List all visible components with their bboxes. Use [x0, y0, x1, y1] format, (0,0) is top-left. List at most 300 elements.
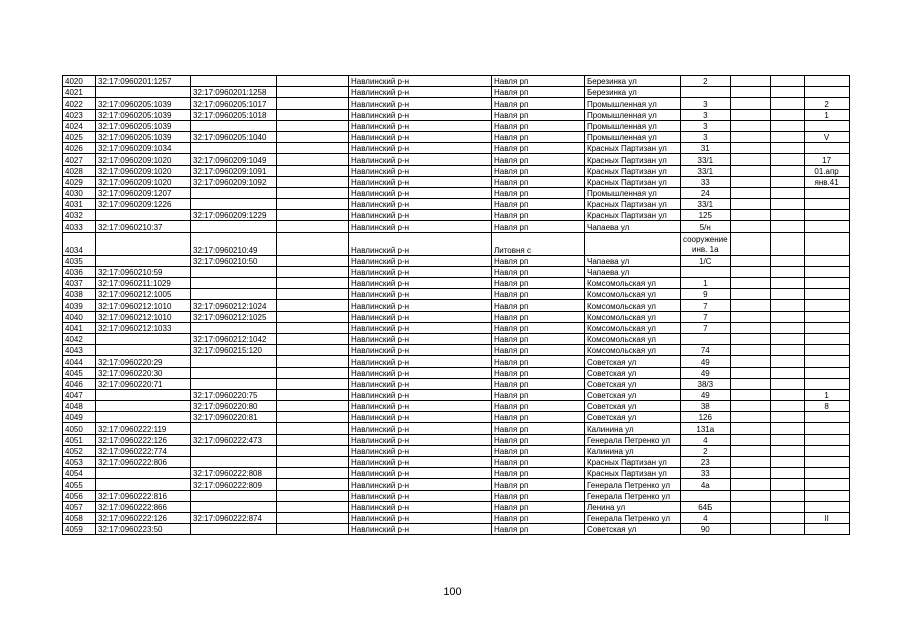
cell-street: Березинка ул — [585, 87, 681, 98]
cell-cadastral-number: 32:17:0960205:1039 — [96, 98, 191, 109]
cell-extra-1 — [730, 143, 770, 154]
table-row — [63, 278, 850, 289]
cell-extra-2 — [770, 300, 804, 311]
cell-street: Красных Партизан ул — [585, 143, 681, 154]
cell-sub-cadastral-number — [191, 143, 277, 154]
cell-sub-cadastral-number — [191, 266, 277, 277]
cell-street: Чапаева ул — [585, 221, 681, 232]
cell-settlement: Навля рп — [492, 378, 585, 389]
cell-settlement: Навля рп — [492, 434, 585, 445]
cell-house-number: 7 — [681, 322, 731, 333]
cell-settlement: Навля рп — [492, 512, 585, 523]
cell-object-type — [277, 378, 349, 389]
cell-cadastral-number: 32:17:0960209:1020 — [96, 154, 191, 165]
table-row — [63, 199, 850, 210]
cell-row-number: 4034 — [63, 232, 96, 255]
cell-settlement: Навля рп — [492, 457, 585, 468]
cell-house-number: 49 — [681, 367, 731, 378]
cell-row-number: 4052 — [63, 445, 96, 456]
cell-house-number: 38 — [681, 401, 731, 412]
cell-sub-cadastral-number — [191, 187, 277, 198]
cell-district: Навлинский р-н — [349, 434, 492, 445]
cell-row-number: 4038 — [63, 289, 96, 300]
cell-cadastral-number — [96, 255, 191, 266]
cell-street: Промышленная ул — [585, 131, 681, 142]
cell-cadastral-number: 32:17:0960212:1033 — [96, 322, 191, 333]
cell-row-number: 4044 — [63, 356, 96, 367]
cell-house-number: 33 — [681, 468, 731, 479]
cell-note — [804, 356, 849, 367]
cell-object-type — [277, 445, 349, 456]
cell-note — [804, 423, 849, 434]
cell-district: Навлинский р-н — [349, 401, 492, 412]
cell-sub-cadastral-number — [191, 289, 277, 300]
cell-cadastral-number: 32:17:0960222:806 — [96, 457, 191, 468]
table-row — [63, 165, 850, 176]
cell-settlement: Навля рп — [492, 524, 585, 535]
cell-house-number: 33/1 — [681, 154, 731, 165]
cell-settlement: Навля рп — [492, 87, 585, 98]
cell-settlement: Навля рп — [492, 322, 585, 333]
cell-extra-2 — [770, 401, 804, 412]
cell-house-number: 4а — [681, 479, 731, 490]
cell-extra-2 — [770, 143, 804, 154]
cell-note: 1 — [804, 109, 849, 120]
cell-sub-cadastral-number: 32:17:0960205:1017 — [191, 98, 277, 109]
table-row — [63, 109, 850, 120]
cell-object-type — [277, 187, 349, 198]
cell-object-type — [277, 176, 349, 187]
cell-house-number: 3 — [681, 109, 731, 120]
table-row — [63, 131, 850, 142]
cell-district: Навлинский р-н — [349, 524, 492, 535]
cell-row-number: 4047 — [63, 389, 96, 400]
cell-extra-1 — [730, 401, 770, 412]
cell-district: Навлинский р-н — [349, 367, 492, 378]
cell-row-number: 4033 — [63, 221, 96, 232]
cell-extra-2 — [770, 322, 804, 333]
cell-house-number — [681, 333, 731, 344]
cell-cadastral-number: 32:17:0960210:59 — [96, 266, 191, 277]
cell-extra-2 — [770, 109, 804, 120]
cell-note — [804, 524, 849, 535]
cell-settlement: Навля рп — [492, 367, 585, 378]
cell-extra-1 — [730, 367, 770, 378]
cell-street: Генерала Петренко ул — [585, 434, 681, 445]
cell-extra-1 — [730, 120, 770, 131]
cell-object-type — [277, 311, 349, 322]
cell-extra-1 — [730, 187, 770, 198]
cell-note — [804, 232, 849, 255]
cell-street — [585, 232, 681, 255]
cell-extra-1 — [730, 479, 770, 490]
cell-row-number: 4022 — [63, 98, 96, 109]
cell-street: Красных Партизан ул — [585, 176, 681, 187]
cell-settlement: Навля рп — [492, 255, 585, 266]
cell-row-number: 4053 — [63, 457, 96, 468]
cell-note — [804, 199, 849, 210]
cell-street: Березинка ул — [585, 76, 681, 87]
cell-row-number: 4058 — [63, 512, 96, 523]
cell-extra-2 — [770, 345, 804, 356]
cell-cadastral-number: 32:17:0960210:37 — [96, 221, 191, 232]
cell-note — [804, 490, 849, 501]
cell-extra-2 — [770, 445, 804, 456]
cell-house-number: 33/1 — [681, 199, 731, 210]
cell-extra-2 — [770, 87, 804, 98]
cell-cadastral-number: 32:17:0960212:1010 — [96, 311, 191, 322]
cell-sub-cadastral-number: 32:17:0960220:81 — [191, 412, 277, 423]
cell-settlement: Навля рп — [492, 311, 585, 322]
cell-extra-2 — [770, 423, 804, 434]
cell-sub-cadastral-number: 32:17:0960222:809 — [191, 479, 277, 490]
cell-row-number: 4050 — [63, 423, 96, 434]
cell-extra-2 — [770, 120, 804, 131]
cell-district: Навлинский р-н — [349, 176, 492, 187]
cell-cadastral-number: 32:17:0960211:1029 — [96, 278, 191, 289]
cell-district: Навлинский р-н — [349, 131, 492, 142]
cell-note — [804, 87, 849, 98]
cell-extra-1 — [730, 87, 770, 98]
cell-row-number: 4051 — [63, 434, 96, 445]
cell-object-type — [277, 221, 349, 232]
table-row — [63, 87, 850, 98]
cell-row-number: 4042 — [63, 333, 96, 344]
cell-sub-cadastral-number: 32:17:0960222:874 — [191, 512, 277, 523]
cell-settlement: Навля рп — [492, 356, 585, 367]
cell-settlement: Навля рп — [492, 501, 585, 512]
cell-district: Навлинский р-н — [349, 199, 492, 210]
cell-district: Навлинский р-н — [349, 311, 492, 322]
cell-sub-cadastral-number — [191, 322, 277, 333]
table-row — [63, 468, 850, 479]
cell-street: Комсомольская ул — [585, 345, 681, 356]
cell-note — [804, 210, 849, 221]
cell-district: Навлинский р-н — [349, 165, 492, 176]
cell-street: Комсомольская ул — [585, 300, 681, 311]
cell-row-number: 4055 — [63, 479, 96, 490]
cell-object-type — [277, 87, 349, 98]
cell-row-number: 4046 — [63, 378, 96, 389]
cell-extra-2 — [770, 199, 804, 210]
cell-row-number: 4054 — [63, 468, 96, 479]
cell-object-type — [277, 322, 349, 333]
table-row — [63, 221, 850, 232]
cell-street: Калинина ул — [585, 445, 681, 456]
cell-district: Навлинский р-н — [349, 76, 492, 87]
cell-note — [804, 378, 849, 389]
cell-cadastral-number: 32:17:0960201:1257 — [96, 76, 191, 87]
cell-cadastral-number: 32:17:0960209:1207 — [96, 187, 191, 198]
cell-cadastral-number — [96, 401, 191, 412]
cell-house-number: 2 — [681, 76, 731, 87]
cell-extra-1 — [730, 109, 770, 120]
cell-sub-cadastral-number: 32:17:0960209:1049 — [191, 154, 277, 165]
cell-cadastral-number — [96, 345, 191, 356]
cell-extra-1 — [730, 322, 770, 333]
table-row — [63, 176, 850, 187]
table-row — [63, 356, 850, 367]
cell-note — [804, 221, 849, 232]
cell-extra-2 — [770, 479, 804, 490]
cell-object-type — [277, 512, 349, 523]
cell-row-number: 4040 — [63, 311, 96, 322]
cell-house-number — [681, 266, 731, 277]
cell-object-type — [277, 434, 349, 445]
cell-district: Навлинский р-н — [349, 490, 492, 501]
cell-district: Навлинский р-н — [349, 322, 492, 333]
cell-extra-1 — [730, 445, 770, 456]
table-row — [63, 445, 850, 456]
cell-row-number: 4028 — [63, 165, 96, 176]
cell-extra-2 — [770, 131, 804, 142]
cell-extra-1 — [730, 266, 770, 277]
cell-object-type — [277, 98, 349, 109]
cell-sub-cadastral-number: 32:17:0960222:808 — [191, 468, 277, 479]
cell-extra-2 — [770, 165, 804, 176]
cell-sub-cadastral-number: 32:17:0960212:1042 — [191, 333, 277, 344]
cell-note: 01.апр — [804, 165, 849, 176]
cell-extra-1 — [730, 165, 770, 176]
cell-extra-1 — [730, 457, 770, 468]
cell-house-number: 64Б — [681, 501, 731, 512]
cell-settlement: Навля рп — [492, 109, 585, 120]
cell-note — [804, 266, 849, 277]
cell-street: Промышленная ул — [585, 109, 681, 120]
cell-settlement: Навля рп — [492, 120, 585, 131]
cell-cadastral-number: 32:17:0960222:126 — [96, 434, 191, 445]
cell-extra-2 — [770, 266, 804, 277]
cell-district: Навлинский р-н — [349, 255, 492, 266]
table-row — [63, 120, 850, 131]
cell-sub-cadastral-number: 32:17:0960210:49 — [191, 232, 277, 255]
cell-extra-2 — [770, 490, 804, 501]
cell-house-number: 74 — [681, 345, 731, 356]
cell-sub-cadastral-number — [191, 378, 277, 389]
cell-row-number: 4056 — [63, 490, 96, 501]
cell-extra-2 — [770, 367, 804, 378]
table-row — [63, 232, 850, 255]
cell-house-number: 3 — [681, 120, 731, 131]
cell-house-number: 3 — [681, 98, 731, 109]
cell-note — [804, 333, 849, 344]
cell-note — [804, 445, 849, 456]
table-row — [63, 479, 850, 490]
cell-house-number: 4 — [681, 512, 731, 523]
cell-extra-1 — [730, 98, 770, 109]
cell-street: Ленина ул — [585, 501, 681, 512]
cell-district: Навлинский р-н — [349, 109, 492, 120]
cell-cadastral-number: 32:17:0960212:1005 — [96, 289, 191, 300]
cell-extra-1 — [730, 468, 770, 479]
cell-extra-2 — [770, 412, 804, 423]
cell-district: Навлинский р-н — [349, 389, 492, 400]
table-row — [63, 76, 850, 87]
cell-row-number: 4032 — [63, 210, 96, 221]
cell-house-number: 24 — [681, 187, 731, 198]
cell-house-number: 125 — [681, 210, 731, 221]
cell-row-number: 4020 — [63, 76, 96, 87]
cell-note — [804, 434, 849, 445]
cell-object-type — [277, 367, 349, 378]
cell-object-type — [277, 412, 349, 423]
cell-house-number: 7 — [681, 300, 731, 311]
cell-sub-cadastral-number: 32:17:0960212:1025 — [191, 311, 277, 322]
cell-row-number: 4035 — [63, 255, 96, 266]
cell-object-type — [277, 109, 349, 120]
cell-district: Навлинский р-н — [349, 289, 492, 300]
cell-object-type — [277, 76, 349, 87]
cell-sub-cadastral-number — [191, 490, 277, 501]
cell-settlement: Навля рп — [492, 289, 585, 300]
cell-extra-2 — [770, 389, 804, 400]
cell-cadastral-number — [96, 232, 191, 255]
cell-object-type — [277, 468, 349, 479]
cell-street: Советская ул — [585, 389, 681, 400]
cell-district: Навлинский р-н — [349, 468, 492, 479]
cell-district: Навлинский р-н — [349, 333, 492, 344]
table-row — [63, 255, 850, 266]
cell-extra-1 — [730, 232, 770, 255]
cell-object-type — [277, 165, 349, 176]
cell-sub-cadastral-number — [191, 356, 277, 367]
cell-note — [804, 479, 849, 490]
cell-sub-cadastral-number: 32:17:0960215:120 — [191, 345, 277, 356]
cell-extra-1 — [730, 76, 770, 87]
table-row — [63, 98, 850, 109]
cell-settlement: Навля рп — [492, 199, 585, 210]
cell-house-number: 33/1 — [681, 165, 731, 176]
cell-house-number: 7 — [681, 311, 731, 322]
cell-object-type — [277, 389, 349, 400]
cell-note — [804, 501, 849, 512]
cell-row-number: 4023 — [63, 109, 96, 120]
cell-settlement: Навля рп — [492, 210, 585, 221]
cell-district: Навлинский р-н — [349, 479, 492, 490]
cell-street: Советская ул — [585, 378, 681, 389]
cell-extra-1 — [730, 255, 770, 266]
cell-house-number: 90 — [681, 524, 731, 535]
cell-object-type — [277, 278, 349, 289]
cell-row-number: 4030 — [63, 187, 96, 198]
cell-settlement: Навля рп — [492, 333, 585, 344]
cell-extra-1 — [730, 199, 770, 210]
cell-note — [804, 143, 849, 154]
cell-street: Красных Партизан ул — [585, 457, 681, 468]
table-row — [63, 401, 850, 412]
cell-cadastral-number — [96, 333, 191, 344]
cell-extra-2 — [770, 98, 804, 109]
cell-house-number: 131а — [681, 423, 731, 434]
cell-note — [804, 255, 849, 266]
cell-row-number: 4027 — [63, 154, 96, 165]
table-row — [63, 311, 850, 322]
table-row — [63, 210, 850, 221]
cell-object-type — [277, 120, 349, 131]
cell-extra-1 — [730, 389, 770, 400]
table-row — [63, 512, 850, 523]
cell-cadastral-number: 32:17:0960209:1034 — [96, 143, 191, 154]
cell-object-type — [277, 210, 349, 221]
cell-row-number: 4041 — [63, 322, 96, 333]
cell-district: Навлинский р-н — [349, 378, 492, 389]
cell-extra-2 — [770, 187, 804, 198]
cell-note: 2 — [804, 98, 849, 109]
cell-street: Калинина ул — [585, 423, 681, 434]
cell-district: Навлинский р-н — [349, 345, 492, 356]
cell-cadastral-number — [96, 412, 191, 423]
cell-extra-1 — [730, 131, 770, 142]
cell-district: Навлинский р-н — [349, 356, 492, 367]
cell-cadastral-number: 32:17:0960209:1226 — [96, 199, 191, 210]
cell-district: Навлинский р-н — [349, 278, 492, 289]
cell-cadastral-number — [96, 468, 191, 479]
table-row — [63, 490, 850, 501]
cell-extra-1 — [730, 378, 770, 389]
cell-district: Навлинский р-н — [349, 154, 492, 165]
cell-district: Навлинский р-н — [349, 501, 492, 512]
cell-note: 8 — [804, 401, 849, 412]
cell-settlement: Навля рп — [492, 131, 585, 142]
cell-extra-2 — [770, 356, 804, 367]
cell-cadastral-number: 32:17:0960222:866 — [96, 501, 191, 512]
cell-district: Навлинский р-н — [349, 300, 492, 311]
cell-street: Красных Партизан ул — [585, 199, 681, 210]
cell-note — [804, 311, 849, 322]
cell-note — [804, 367, 849, 378]
cell-note: 17 — [804, 154, 849, 165]
cell-row-number: 4049 — [63, 412, 96, 423]
table-row — [63, 143, 850, 154]
table-row — [63, 266, 850, 277]
cell-object-type — [277, 143, 349, 154]
cell-extra-2 — [770, 512, 804, 523]
cell-sub-cadastral-number — [191, 199, 277, 210]
cell-district: Навлинский р-н — [349, 445, 492, 456]
cell-house-number: 23 — [681, 457, 731, 468]
cell-settlement: Навля рп — [492, 278, 585, 289]
cell-sub-cadastral-number: 32:17:0960222:473 — [191, 434, 277, 445]
cell-object-type — [277, 479, 349, 490]
cell-row-number: 4043 — [63, 345, 96, 356]
cell-row-number: 4048 — [63, 401, 96, 412]
cell-note: V — [804, 131, 849, 142]
cell-sub-cadastral-number: 32:17:0960209:1091 — [191, 165, 277, 176]
cell-settlement: Навля рп — [492, 154, 585, 165]
cell-district: Навлинский р-н — [349, 98, 492, 109]
cell-extra-1 — [730, 412, 770, 423]
cell-extra-1 — [730, 300, 770, 311]
cell-object-type — [277, 333, 349, 344]
cell-extra-2 — [770, 221, 804, 232]
cell-extra-2 — [770, 154, 804, 165]
cell-house-number: 3 — [681, 131, 731, 142]
cell-house-number: 31 — [681, 143, 731, 154]
cell-extra-2 — [770, 524, 804, 535]
cell-settlement: Навля рп — [492, 187, 585, 198]
cell-extra-2 — [770, 232, 804, 255]
cell-row-number: 4029 — [63, 176, 96, 187]
table-row — [63, 524, 850, 535]
cell-house-number: 9 — [681, 289, 731, 300]
cell-extra-1 — [730, 311, 770, 322]
cell-house-number: 126 — [681, 412, 731, 423]
cell-extra-2 — [770, 457, 804, 468]
cell-street: Чапаева ул — [585, 255, 681, 266]
cell-extra-1 — [730, 278, 770, 289]
cell-district: Навлинский р-н — [349, 512, 492, 523]
cell-settlement: Навля рп — [492, 143, 585, 154]
